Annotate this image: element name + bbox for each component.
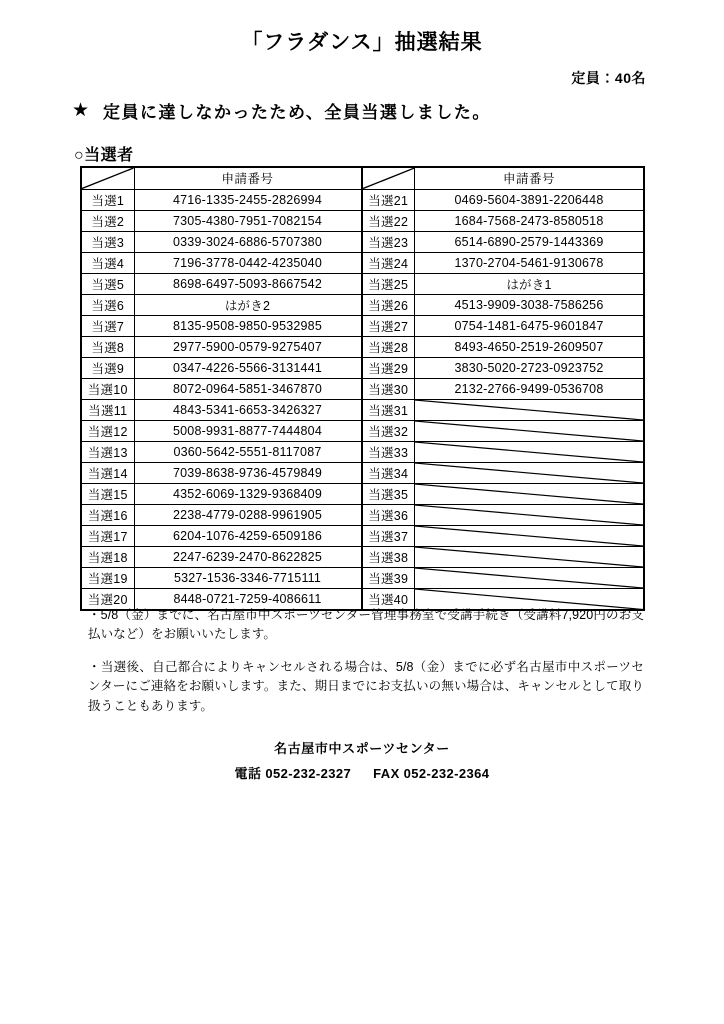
winner-application-number: 8448-0721-7259-4086611 [134, 588, 361, 609]
table-row [363, 357, 644, 378]
footer [0, 738, 724, 782]
winner-application-number: 8135-9508-9850-9532985 [134, 315, 361, 336]
winner-slot-label: 当選7 [82, 315, 134, 336]
table-row [82, 357, 361, 378]
table-header-row [82, 168, 361, 189]
footer-organization: 名古屋市中スポーツセンター [274, 741, 450, 756]
winner-application-number: 8072-0964-5851-3467870 [134, 378, 361, 399]
winner-application-number: 7305-4380-7951-7082154 [134, 210, 361, 231]
table-row [82, 546, 361, 567]
empty-slot-strikethrough-icon [415, 462, 644, 483]
table-row [363, 546, 644, 567]
table-row [363, 294, 644, 315]
table-row [82, 294, 361, 315]
table-row [363, 189, 644, 210]
table-row [82, 483, 361, 504]
winner-application-number: 6514-6890-2579-1443369 [415, 231, 644, 252]
footer-contact [0, 763, 724, 782]
table-row [82, 210, 361, 231]
table-row [363, 441, 644, 462]
winner-slot-label: 当選11 [82, 399, 134, 420]
winner-application-number: 2977-5900-0579-9275407 [134, 336, 361, 357]
winner-slot-label: 当選28 [363, 336, 415, 357]
section-heading-winners: ○当選者 [74, 147, 134, 164]
winner-slot-label: 当選20 [82, 588, 134, 609]
winners-table-left-half [82, 168, 363, 609]
table-row [363, 231, 644, 252]
table-row [363, 462, 644, 483]
table-header-row [363, 168, 644, 189]
table-row [82, 315, 361, 336]
table-row [363, 315, 644, 336]
table-row [82, 441, 361, 462]
winner-slot-label: 当選13 [82, 441, 134, 462]
table-row [82, 189, 361, 210]
winner-slot-label: 当選34 [363, 462, 415, 483]
winner-application-number: 1370-2704-5461-9130678 [415, 252, 644, 273]
table-row [82, 336, 361, 357]
winner-application-number: 0339-3024-6886-5707380 [134, 231, 361, 252]
winners-table-left-body [82, 168, 361, 609]
winners-table [80, 166, 645, 611]
winner-slot-label: 当選6 [82, 294, 134, 315]
winner-application-number: 4513-9909-3038-7586256 [415, 294, 644, 315]
column-header-application-number: 申請番号 [134, 168, 361, 189]
table-row [82, 252, 361, 273]
table-row [363, 336, 644, 357]
empty-slot-strikethrough-icon [415, 546, 644, 567]
empty-slot-strikethrough-icon [415, 567, 644, 588]
winner-slot-label: 当選26 [363, 294, 415, 315]
winner-slot-label: 当選17 [82, 525, 134, 546]
winner-slot-label: 当選31 [363, 399, 415, 420]
empty-slot-strikethrough-icon [415, 483, 644, 504]
table-row [363, 399, 644, 420]
fax-number: 052-232-2364 [403, 766, 490, 781]
winner-slot-label: 当選30 [363, 378, 415, 399]
table-row [363, 567, 644, 588]
table-row [363, 210, 644, 231]
winner-slot-label: 当選24 [363, 252, 415, 273]
winner-slot-label: 当選33 [363, 441, 415, 462]
winner-slot-label: 当選23 [363, 231, 415, 252]
winner-application-number: 0347-4226-5566-3131441 [134, 357, 361, 378]
winner-application-number: 1684-7568-2473-8580518 [415, 210, 644, 231]
winner-application-number: 2238-4779-0288-9961905 [134, 504, 361, 525]
note-item: ・5/8（金）までに、名古屋市中スポーツセンター管理事務室で受講手続き（受講料7,920円のお支払いなど）をお願いいたします。 [88, 608, 644, 642]
winner-slot-label: 当選18 [82, 546, 134, 567]
notice-text: 定員に達しなかったため、全員当選しました。 [103, 103, 491, 122]
table-row [82, 504, 361, 525]
winner-slot-label: 当選2 [82, 210, 134, 231]
winner-application-number: 5327-1536-3346-7715111 [134, 567, 361, 588]
winner-slot-label: 当選16 [82, 504, 134, 525]
diagonal-corner-icon [82, 168, 134, 189]
winner-slot-label: 当選4 [82, 252, 134, 273]
winner-application-number: 0469-5604-3891-2206448 [415, 189, 644, 210]
winner-application-number: はがき2 [134, 294, 361, 315]
winner-slot-label: 当選14 [82, 462, 134, 483]
table-row [82, 525, 361, 546]
winner-slot-label: 当選40 [363, 588, 415, 609]
table-row [82, 273, 361, 294]
winner-application-number: 2247-6239-2470-8622825 [134, 546, 361, 567]
winner-application-number: 2132-2766-9499-0536708 [415, 378, 644, 399]
winner-application-number: 0754-1481-6475-9601847 [415, 315, 644, 336]
winners-table-right-body [363, 168, 644, 609]
winner-slot-label: 当選37 [363, 525, 415, 546]
winner-slot-label: 当選25 [363, 273, 415, 294]
winners-table-left [82, 168, 361, 609]
diagonal-corner-icon [363, 168, 415, 189]
winner-application-number: 3830-5020-2723-0923752 [415, 357, 644, 378]
table-row [363, 483, 644, 504]
winner-application-number: 6204-1076-4259-6509186 [134, 525, 361, 546]
table-row [363, 378, 644, 399]
table-row [82, 378, 361, 399]
winner-slot-label: 当選1 [82, 189, 134, 210]
empty-slot-strikethrough-icon [415, 525, 644, 546]
empty-slot-strikethrough-icon [415, 399, 644, 420]
capacity-label: 定員：40名 [571, 70, 646, 86]
winner-slot-label: 当選32 [363, 420, 415, 441]
empty-slot-strikethrough-icon [415, 420, 644, 441]
winner-slot-label: 当選3 [82, 231, 134, 252]
column-header-application-number: 申請番号 [415, 168, 644, 189]
winner-application-number: 5008-9931-8877-7444804 [134, 420, 361, 441]
table-row [82, 399, 361, 420]
winners-table-right [363, 168, 644, 609]
winner-slot-label: 当選5 [82, 273, 134, 294]
table-row [82, 567, 361, 588]
table-row [82, 231, 361, 252]
winner-slot-label: 当選22 [363, 210, 415, 231]
winner-slot-label: 当選9 [82, 357, 134, 378]
winner-application-number: 0360-5642-5551-8117087 [134, 441, 361, 462]
winner-application-number: 8698-6497-5093-8667542 [134, 273, 361, 294]
winner-slot-label: 当選38 [363, 546, 415, 567]
winner-slot-label: 当選15 [82, 483, 134, 504]
fax-label: FAX [373, 766, 400, 781]
winner-slot-label: 当選12 [82, 420, 134, 441]
winner-slot-label: 当選39 [363, 567, 415, 588]
table-row [363, 252, 644, 273]
table-row [363, 504, 644, 525]
table-row [363, 420, 644, 441]
notes-section [88, 606, 644, 729]
phone-label: 電話 [234, 766, 262, 781]
winner-slot-label: 当選29 [363, 357, 415, 378]
winner-slot-label: 当選27 [363, 315, 415, 336]
winner-application-number: 7039-8638-9736-4579849 [134, 462, 361, 483]
winner-slot-label: 当選35 [363, 483, 415, 504]
winner-application-number: 4843-5341-6653-3426327 [134, 399, 361, 420]
winners-table-right-half [363, 168, 644, 609]
winner-slot-label: 当選19 [82, 567, 134, 588]
table-row [363, 273, 644, 294]
winner-application-number: 7196-3778-0442-4235040 [134, 252, 361, 273]
phone-number: 052-232-2327 [265, 766, 352, 781]
winner-slot-label: 当選10 [82, 378, 134, 399]
table-row [82, 462, 361, 483]
winner-application-number: 4716-1335-2455-2826994 [134, 189, 361, 210]
winner-slot-label: 当選8 [82, 336, 134, 357]
empty-slot-strikethrough-icon [415, 504, 644, 525]
winner-application-number: はがき1 [415, 273, 644, 294]
winner-application-number: 4352-6069-1329-9368409 [134, 483, 361, 504]
empty-slot-strikethrough-icon [415, 441, 644, 462]
table-row [363, 525, 644, 546]
winner-application-number: 8493-4650-2519-2609507 [415, 336, 644, 357]
page-title: 「フラダンス」抽選結果 [241, 31, 483, 54]
notice-banner [72, 98, 491, 123]
note-item: ・当選後、自己都合によりキャンセルされる場合は、5/8（金）までに必ず名古屋市中スポーツセンターにご連絡をお願いします。また、期日までにお支払いの無い場合は、キャンセルとして取り扱うこともあります。 [88, 659, 644, 713]
star-icon: ★ [72, 100, 90, 121]
table-row [82, 420, 361, 441]
winner-slot-label: 当選36 [363, 504, 415, 525]
winner-slot-label: 当選21 [363, 189, 415, 210]
